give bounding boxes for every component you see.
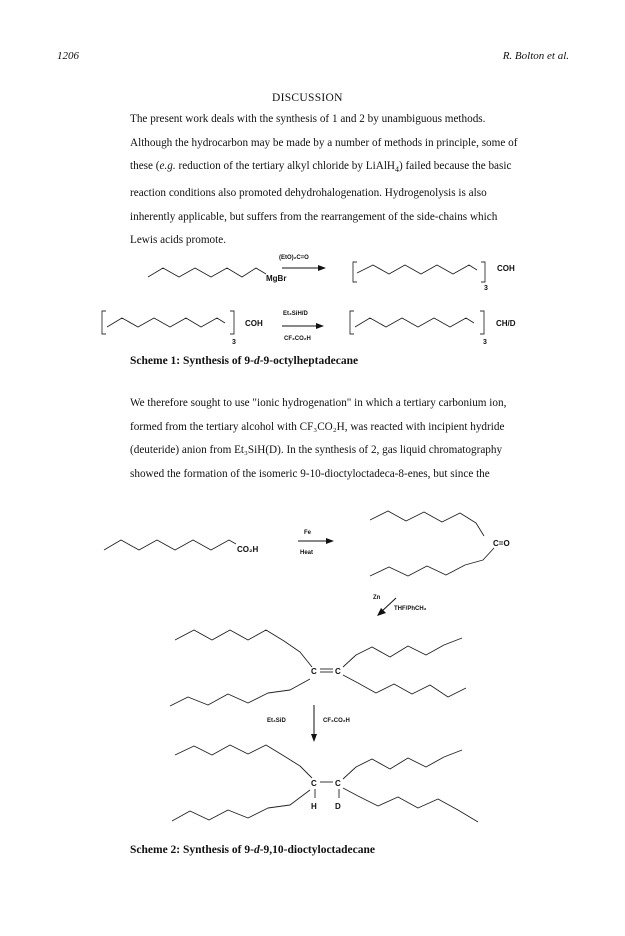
alkene-chain [343, 638, 462, 667]
arrow-head [318, 265, 326, 271]
text-line: (deuteride) anion from Et₃SiH(D). In the synthesis of 2, gas liquid chromatography [130, 444, 503, 457]
mgbr-label: MgBr [266, 274, 287, 283]
arrow-head [326, 538, 334, 544]
fe-label: Fe [304, 530, 312, 536]
ketone-chain-upper [370, 511, 484, 536]
paragraph-ionic-hydrogenation [130, 392, 580, 486]
chd-label: CH/D [496, 319, 516, 328]
alkane-chain [175, 745, 312, 778]
alkene-chain [343, 675, 466, 697]
reagent-tfa: CF₃CO₂H [284, 336, 311, 342]
text-line: these (e.g. reduction of the tertiary alkyl chloride by LiAlH$_4$) failed because the basic [130, 160, 512, 175]
alkene-carbon-right: C [335, 667, 341, 676]
text-line: showed the formation of the isomeric 9-10-dioctyloctadeca-8-enes, but since the [130, 467, 490, 480]
alkane-chain [343, 788, 478, 822]
text-line: reaction conditions also promoted dehydrohalogenation. Hydrogenolysis is also [130, 187, 487, 200]
text-line: Lewis acids promote. [130, 234, 227, 247]
arrow-head [316, 323, 324, 329]
octyl-chain [148, 268, 266, 277]
running-head: R. Bolton et al. [502, 50, 569, 62]
scheme-2-caption: Scheme 2: Synthesis of 9-d-9,10-dioctyloctadecane [130, 844, 375, 856]
co2h-label: CO₂H [237, 545, 259, 554]
bracket-right [480, 311, 484, 334]
alkane-chain [343, 750, 462, 779]
arrow-head [311, 734, 317, 742]
zn-label: Zn [373, 595, 381, 601]
alkene-carbon-left: C [311, 667, 317, 676]
et3sid-label: Et₃SiD [267, 718, 286, 724]
bracket-left [353, 262, 357, 282]
text-line: inherently applicable, but suffers from the rearrangement of the side-chains which [130, 210, 498, 223]
coh-label: COH [245, 319, 263, 328]
alkane-chain [172, 790, 310, 821]
page-number: 1206 [57, 50, 79, 62]
text-line: Although the hydrocarbon may be made by a number of methods in principle, some of [130, 136, 518, 149]
hydrogen-label: H [311, 802, 317, 811]
alkane-carbon-right: C [335, 779, 341, 788]
alkene-chain [170, 679, 310, 706]
bracket-right [230, 311, 234, 334]
scheme-1-caption: Scheme 1: Synthesis of 9-d-9-octylheptadecane [130, 355, 359, 367]
bracket-left [350, 311, 354, 334]
ketone-label: C=O [493, 539, 510, 548]
ketone-chain-lower [370, 548, 494, 576]
reagent-carbonate: (EtO)₂C=O [279, 255, 309, 261]
octyl-chain [357, 265, 477, 274]
alkane-carbon-left: C [311, 779, 317, 788]
octyl-chain [107, 318, 225, 327]
section-title: DISCUSSION [272, 92, 343, 104]
bracket-right [481, 262, 485, 282]
deuterium-label: D [335, 802, 341, 811]
coh-label: COH [497, 264, 515, 273]
reagent-silane: Et₃SiH/D [283, 311, 308, 317]
thf-label: THF/PhCH₃ [394, 606, 427, 612]
subscript-3: 3 [483, 339, 487, 346]
heat-label: Heat [300, 550, 314, 556]
cf3co2h-label: CF₃CO₂H [323, 718, 350, 724]
bracket-left [102, 311, 106, 334]
subscript-3: 3 [484, 285, 488, 292]
acid-chain [104, 540, 236, 550]
octyl-chain [355, 318, 474, 327]
text-line: We therefore sought to use "ionic hydrogenation" in which a tertiary carbonium ion, [130, 397, 507, 409]
subscript-3: 3 [232, 339, 236, 346]
text-line: The present work deals with the synthesis of 1 and 2 by unambiguous methods. [130, 113, 486, 125]
alkene-chain [175, 630, 312, 667]
text-line: formed from the tertiary alcohol with CF₃CO₂H, was reacted with incipient hydride [130, 420, 505, 433]
